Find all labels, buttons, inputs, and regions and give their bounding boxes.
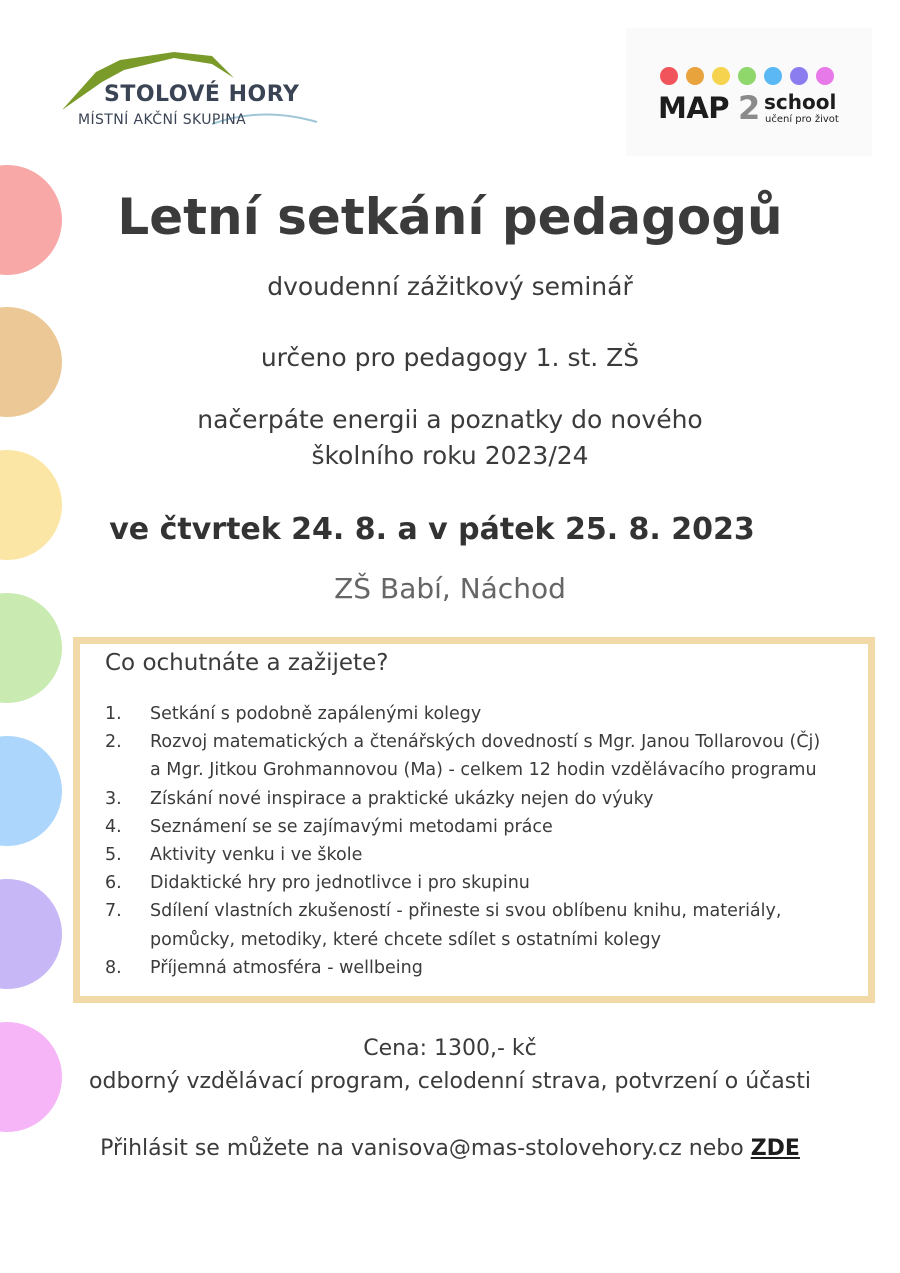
list-item: [105, 813, 865, 841]
list-item: [105, 897, 865, 953]
benefit: [0, 402, 900, 474]
side-dot-blue: [0, 736, 62, 846]
program-heading: Co ochutnáte a zažijete?: [105, 650, 389, 676]
item-text: Příjemná atmosféra - wellbeing: [150, 957, 423, 978]
side-dot-green: [0, 593, 62, 703]
logo-map: MAP: [658, 91, 730, 125]
logo-dot: [712, 67, 730, 85]
logo-dot: [816, 67, 834, 85]
item-text: Setkání s podobně zapálenými kolegy: [150, 704, 482, 724]
list-item: [105, 785, 865, 813]
item-text: Sdílení vlastních zkušeností - přineste si svou oblíbenu knihu, materiály, pomůcky, metodiky, které chcete sdílet s ostatními kolegy: [150, 901, 782, 950]
stolove-hory-logo: [62, 48, 322, 138]
signup-link[interactable]: ZDE: [750, 1136, 800, 1161]
logo-number: 2: [738, 89, 761, 127]
item-number: 7.: [105, 901, 122, 922]
logo-left-subtitle: MÍSTNÍ AKČNÍ SKUPINA: [78, 112, 247, 128]
audience: určeno pro pedagogy 1. st. ZŠ: [260, 343, 640, 372]
logo-dot: [660, 67, 678, 85]
item-number: 8.: [105, 957, 122, 978]
logo-dot: [738, 67, 756, 85]
item-text: Seznámení se se zajímavými metodami práce: [150, 816, 553, 837]
item-text: Rozvoj matematických a čtenářských dovedností s Mgr. Janou Tollarovou (Čj) a Mgr. Jitkou Grohmannovou (Ma) - celkem 12 hodin vzdělávacího programu: [150, 732, 821, 781]
logo-dot: [764, 67, 782, 85]
logo-school: school: [764, 90, 837, 114]
item-number: 4.: [105, 816, 122, 837]
list-item: [105, 700, 865, 728]
list-item: [105, 869, 865, 897]
includes: odborný vzdělávací program, celodenní strava, potvrzení o účasti: [89, 1069, 811, 1094]
item-text: Aktivity venku i ve škole: [150, 845, 363, 866]
logo-dot: [686, 67, 704, 85]
item-number: 3.: [105, 788, 122, 809]
benefit-text: načerpáte energii a poznatky do nového školního roku 2023/24: [197, 405, 703, 470]
item-number: 2.: [105, 732, 122, 753]
item-text: Získání nové inspirace a praktické ukázky nejen do výuky: [150, 788, 654, 809]
item-number: 1.: [105, 704, 122, 724]
signup: [0, 1136, 900, 1161]
price: Cena: 1300,- kč: [363, 1036, 537, 1061]
subtitle: dvoudenní zážitkový seminář: [267, 272, 633, 301]
program-list: [105, 700, 865, 982]
program-box: [73, 637, 875, 1003]
signup-text: Přihlásit se můžete na vanisova@mas-stolovehory.cz nebo: [100, 1136, 744, 1161]
event-place: ZŠ Babí, Náchod: [334, 572, 566, 605]
logo-dot: [790, 67, 808, 85]
item-number: 5.: [105, 845, 122, 866]
item-number: 6.: [105, 873, 122, 894]
list-item: [105, 954, 865, 982]
list-item: [105, 728, 865, 784]
event-date: ve čtvrtek 24. 8. a v pátek 25. 8. 2023: [109, 512, 755, 547]
list-item: [105, 841, 865, 869]
logo-left-name: STOLOVÉ HORY: [104, 82, 300, 107]
item-text: Didaktické hry pro jednotlivce i pro skupinu: [150, 873, 530, 894]
page-title: Letní setkání pedagogů: [117, 188, 783, 246]
side-dot-purple: [0, 879, 62, 989]
logo-motto: učení pro život: [765, 114, 839, 125]
map2school-logo: [626, 28, 872, 156]
logo-color-dots: [660, 67, 834, 85]
